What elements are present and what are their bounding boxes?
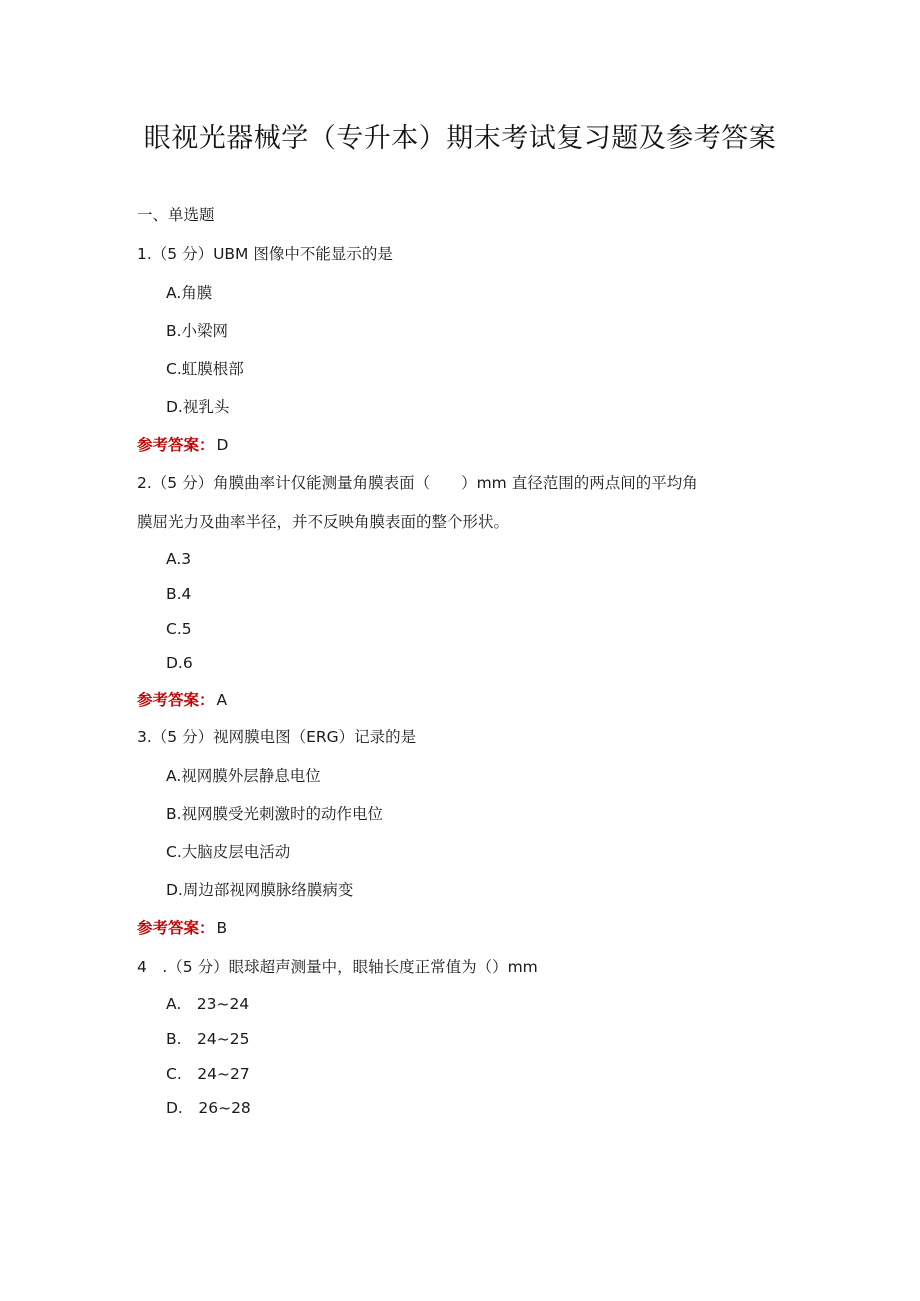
question-4-option-c: C. 24~27	[166, 1065, 250, 1083]
question-1-answer	[137, 434, 228, 456]
answer-label: 参考答案：	[137, 691, 215, 709]
question-2-text-line-2: 膜屈光力及曲率半径，并不反映角膜表面的整个形状。	[137, 513, 510, 531]
answer-value: D	[216, 436, 229, 454]
question-3-text: 3.（5 分）视网膜电图（ERG）记录的是	[137, 728, 417, 746]
section-heading: 一、单选题	[137, 206, 215, 224]
question-3-option-a: A.视网膜外层静息电位	[166, 767, 321, 785]
document-title: 眼视光器械学（专升本）期末考试复习题及参考答案	[143, 123, 777, 154]
answer-label: 参考答案：	[137, 919, 215, 937]
question-4-text: 4 .（5 分）眼球超声测量中，眼轴长度正常值为（）mm	[137, 958, 538, 976]
question-1-option-a: A.角膜	[166, 284, 213, 302]
question-1-option-b: B.小梁网	[166, 322, 229, 340]
question-4-option-b: B. 24~25	[166, 1030, 250, 1048]
question-2-option-d: D.6	[166, 654, 193, 672]
question-3-option-d: D.周边部视网膜脉络膜病变	[166, 881, 354, 899]
question-2-text-line-1: 2.（5 分）角膜曲率计仅能测量角膜表面（ ）mm 直径范围的两点间的平均角	[137, 474, 698, 492]
answer-label: 参考答案：	[137, 436, 215, 454]
question-1-text: 1.（5 分）UBM 图像中不能显示的是	[137, 245, 393, 263]
question-1-option-d: D.视乳头	[166, 398, 230, 416]
question-4-option-d: D. 26~28	[166, 1099, 251, 1117]
question-2-option-c: C.5	[166, 620, 192, 638]
question-2-answer	[137, 689, 227, 711]
question-3-option-c: C.大脑皮层电活动	[166, 843, 291, 861]
question-4-option-a: A. 23~24	[166, 995, 250, 1013]
question-2-option-a: A.3	[166, 550, 192, 568]
question-3-answer	[137, 917, 227, 939]
question-1-option-c: C.虹膜根部	[166, 360, 244, 378]
question-2-option-b: B.4	[166, 585, 192, 603]
question-3-option-b: B.视网膜受光刺激时的动作电位	[166, 805, 384, 823]
answer-value: B	[216, 919, 228, 937]
answer-value: A	[216, 691, 228, 709]
